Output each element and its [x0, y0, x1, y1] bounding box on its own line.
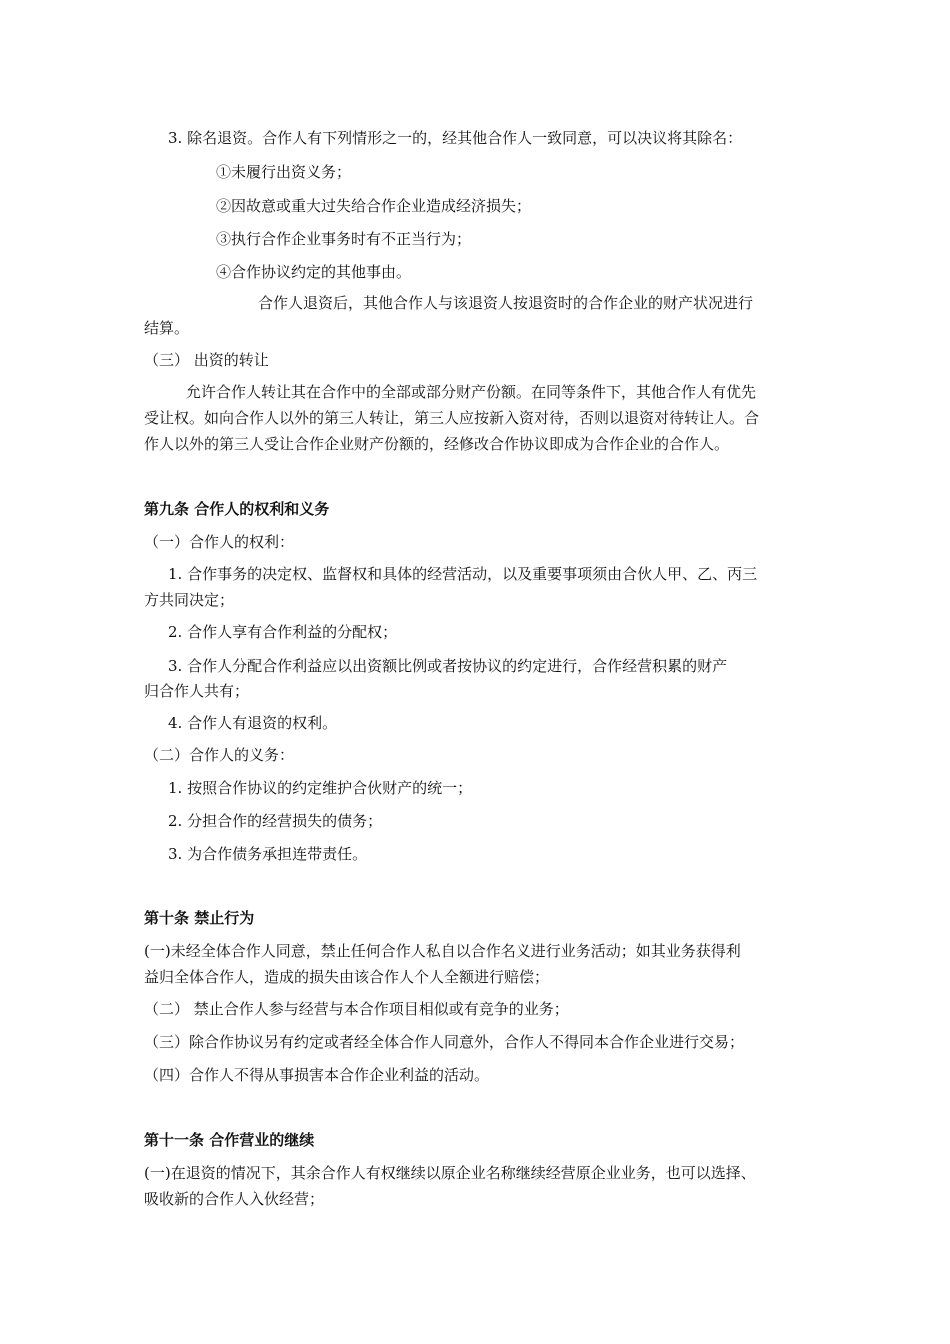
right-1-line-1: 1. 合作事务的决定权、监督权和具体的经营活动，以及重要事项须由合伙人甲、乙、丙三: [168, 565, 758, 583]
prohibition-4: （四）合作人不得从事损害本合作企业利益的活动。: [144, 1066, 490, 1084]
right-2: 2. 合作人享有合作利益的分配权；: [168, 623, 398, 641]
prohibition-2: （二） 禁止合作人参与经营与本合作项目相似或有竞争的业务；: [144, 1000, 569, 1018]
prohibition-1-line-2: 益归全体合作人，造成的损失由该合作人个人全额进行赔偿；: [144, 968, 550, 986]
article-11-title: 第十一条 合作营业的继续: [144, 1131, 315, 1149]
rights-title: （一）合作人的权利：: [144, 533, 295, 551]
transfer-line-2: 受让权。如向合作人以外的第三人转让，第三人应按新入资对待，否则以退资对待转让人。合: [144, 409, 760, 427]
settlement-line-1: 合作人退资后，其他合作人与该退资人按退资时的合作企业的财产状况进行: [258, 294, 754, 312]
settlement-line-2: 结算。: [144, 319, 190, 337]
prohibition-3: （三）除合作协议另有约定或者经全体合作人同意外，合作人不得同本合作企业进行交易；: [144, 1033, 745, 1051]
condition-3: ③执行合作企业事务时有不正当行为；: [216, 230, 472, 248]
transfer-line-3: 作人以外的第三人受让合作企业财产份额的，经修改合作协议即成为合作企业的合作人。: [144, 435, 730, 453]
prohibition-1-line-1: (一)未经全体合作人同意，禁止任何合作人私自以合作名义进行业务活动；如其业务获得利: [144, 942, 741, 960]
article-10-title: 第十条 禁止行为: [144, 909, 255, 927]
right-3-line-2: 归合作人共有；: [144, 682, 250, 700]
duty-1: 1. 按照合作协议的约定维护合伙财产的统一；: [168, 779, 473, 797]
condition-2: ②因故意或重大过失给合作企业造成经济损失；: [216, 197, 532, 215]
condition-4: ④合作协议约定的其他事由。: [216, 263, 412, 281]
continuation-1-line-1: (一)在退资的情况下，其余合作人有权继续以原企业名称继续经营原企业业务，也可以选择、: [144, 1164, 756, 1182]
duty-2: 2. 分担合作的经营损失的债务；: [168, 812, 383, 830]
withdrawal-item-3: 3. 除名退资。合作人有下列情形之一的，经其他合作人一致同意，可以决议将其除名：: [168, 129, 743, 147]
subsection-3-title: （三） 出资的转让: [144, 351, 269, 369]
transfer-line-1: 允许合作人转让其在合作中的全部或部分财产份额。在同等条件下，其他合作人有优先: [186, 383, 757, 401]
right-3-line-1: 3. 合作人分配合作利益应以出资额比例或者按协议的约定进行，合作经营积累的财产: [168, 657, 728, 675]
duties-title: （二）合作人的义务：: [144, 746, 295, 764]
condition-1: ①未履行出资义务；: [216, 163, 352, 181]
right-4: 4. 合作人有退资的权利。: [168, 714, 338, 732]
article-9-title: 第九条 合作人的权利和义务: [144, 500, 330, 518]
right-1-line-2: 方共同决定；: [144, 591, 235, 609]
duty-3: 3. 为合作债务承担连带责任。: [168, 845, 368, 863]
continuation-1-line-2: 吸收新的合作人入伙经营；: [144, 1190, 325, 1208]
